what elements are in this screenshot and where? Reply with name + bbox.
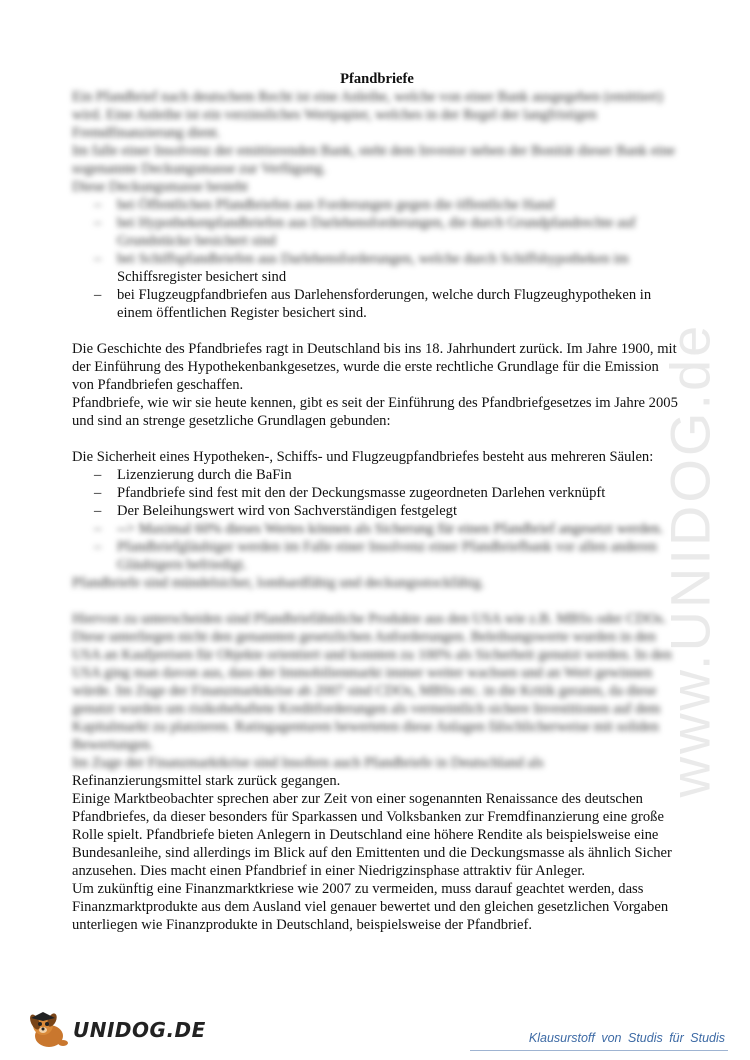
intro-paragraph-1: Ein Pfandbrief nach deutschem Recht ist eine Anleihe, welche von einer Bank ausgegeben (emittiert) wird. Eine Anleihe ist ein verzinsliches Wertpapier, welches in der Regel der langfristigen Fremdfinanzierung dient. [72,89,663,141]
intro-section [72,88,682,196]
list-item: – Pfandbriefe sind fest mit den der Deckungsmasse zugeordneten Darlehen verknüpft [94,485,606,501]
document-body [72,70,682,934]
closing-paragraph-1: Refinanzierungsmittel stark zurück gegangen. [72,773,341,789]
watermark: www.UNIDOG.de [658,322,722,798]
summary-line: Pfandbriefe sind mündelsicher, lombardfähig und deckungsstockfähig. [72,575,485,591]
footer-logo[interactable] [25,1010,206,1050]
footer-tagline: Klausurstoff von Studis für Studis [528,1031,725,1045]
footer-divider [470,1050,728,1051]
blurred-paragraph: Hiervon zu unterscheiden sind Pfandbriefähnliche Produkte aus den USA wie z.B. MBSs oder CDOs. Diese unterliegen nicht den genannten gesetzlichen Anforderungen. Beleihungswerte wurden in den USA an Kaufpreisen für Objekte orientiert und konnten zu 100% als Sicherheit genutzt werden. In den USA ging man davon aus, dass der Immobilienmarkt immer weiter wachsen und an Wert gewinnen würde. Im Zuge der Finanzmarktkrise ab 2007 sind CDOs, MBSs etc. in die Kritik geraten, da diese genutzt wurden um risikobehaftete Kreditforderungen als vermeintlich sichere Investitionen auf dem Kapitalmarkt zu platzieren. Ratingagenturen bewerteten diese Anlagen fälschlicherweise mit soliden Bewertungen. [72,611,672,753]
dog-mascot-icon [25,1010,71,1050]
list-item: – bei Öffentlichen Pfandbriefen aus Forderungen gegen die öffentliche Hand [94,197,555,213]
intro-paragraph-2: Im falle einer Insolvenz der emittierenden Bank, steht dem Investor neben der Bonität dieser Bank eine sogenannte Deckungsmasse zur Verfügung. [72,143,675,177]
list-item: – --> Maximal 60% dieses Wertes können als Sicherung für einen Pfandbrief angesetzt werden. [94,521,664,537]
history-paragraph-1: Die Geschichte des Pfandbriefes ragt in Deutschland bis ins 18. Jahrhundert zurück. Im Jahre 1900, mit der Einführung des Hypothekenbankgesetzes, wurde die erste rechtliche Grundlage für die Emission von Pfandbriefen geschaffen. [72,341,677,393]
list-item: – Pfandbriefgläubiger werden im Falle einer Insolvenz einer Pfandbriefbank vor allen anderen Gläubigern befriedigt. [94,539,657,573]
logo-text: UNIDOG.DE [73,1018,206,1042]
security-intro: Die Sicherheit eines Hypotheken-, Schiffs- und Flugzeugpfandbriefes besteht aus mehreren Säulen: [72,449,654,465]
list-item: – Der Beleihungswert wird von Sachverständigen festgelegt [94,503,458,519]
deckungsmasse-list [72,196,682,322]
blurred-last-line: Im Zuge der Finanzmarktkrise sind lnsofern auch Pfandbriefe in Deutschland als [72,755,544,771]
list-item: – bei Schiffspfandbriefen aus Darlehensforderungen, welche durch Schiffshypotheken im Schiffsregister besichert sind [94,251,629,285]
closing-paragraph-2: Einige Marktbeobachter sprechen aber zur Zeit von einer sogenannten Renaissance des deutschen Pfandbriefes, da dieser besonders für Sparkassen und Volksbanken zur Fremdfinanzierung eine große Rolle spielt. Pfandbriefe bieten Anlegern in Deutschland eine höhere Rendite als beispielsweise eine Bundesanleihe, sind allerdings im Blick auf den Emittenten und die Deckungsmasse als ähnlich Sicher anzusehen. Dies macht einen Pfandbrief in einer Niedrigzinsphase attraktiv für Anleger. [72,791,672,879]
closing-paragraph-3: Um zukünftig eine Finanzmarktkriese wie 2007 zu vermeiden, muss darauf geachtet werden, dass Finanzmarktprodukte aus dem Ausland viel genauer bewertet und den gleichen gesetzlichen Vorgaben unterliegen wie Finanzprodukte in Deutschland, beispielsweise der Pfandbrief. [72,881,669,933]
history-paragraph-2: Pfandbriefe, wie wir sie heute kennen, gibt es seit der Einführung des Pfandbriefgesetzes im Jahre 2005 und sind an strenge gesetzliche Grundlagen gebunden: [72,395,678,429]
intro-paragraph-3: Diese Deckungsmasse besteht [72,179,248,195]
list-item: – bei Hypothekenpfandbriefen aus Darlehensforderungen, die durch Grundpfandrechte auf Grundstücke besichert sind [94,215,636,249]
security-list [72,466,682,574]
list-item: – bei Flugzeugpfandbriefen aus Darlehensforderungen, welche durch Flugzeughypotheken in einem öffentlichen Register besichert sind. [94,287,652,321]
document-title: Pfandbriefe [340,71,414,87]
list-item-blurred-part: bei Schiffspfandbriefen aus Darlehensforderungen, welche durch Schiffshypotheken im [117,251,629,267]
list-item: – Lizenzierung durch die BaFin [94,467,292,483]
list-item-continuation: Schiffsregister besichert sind [117,269,287,285]
